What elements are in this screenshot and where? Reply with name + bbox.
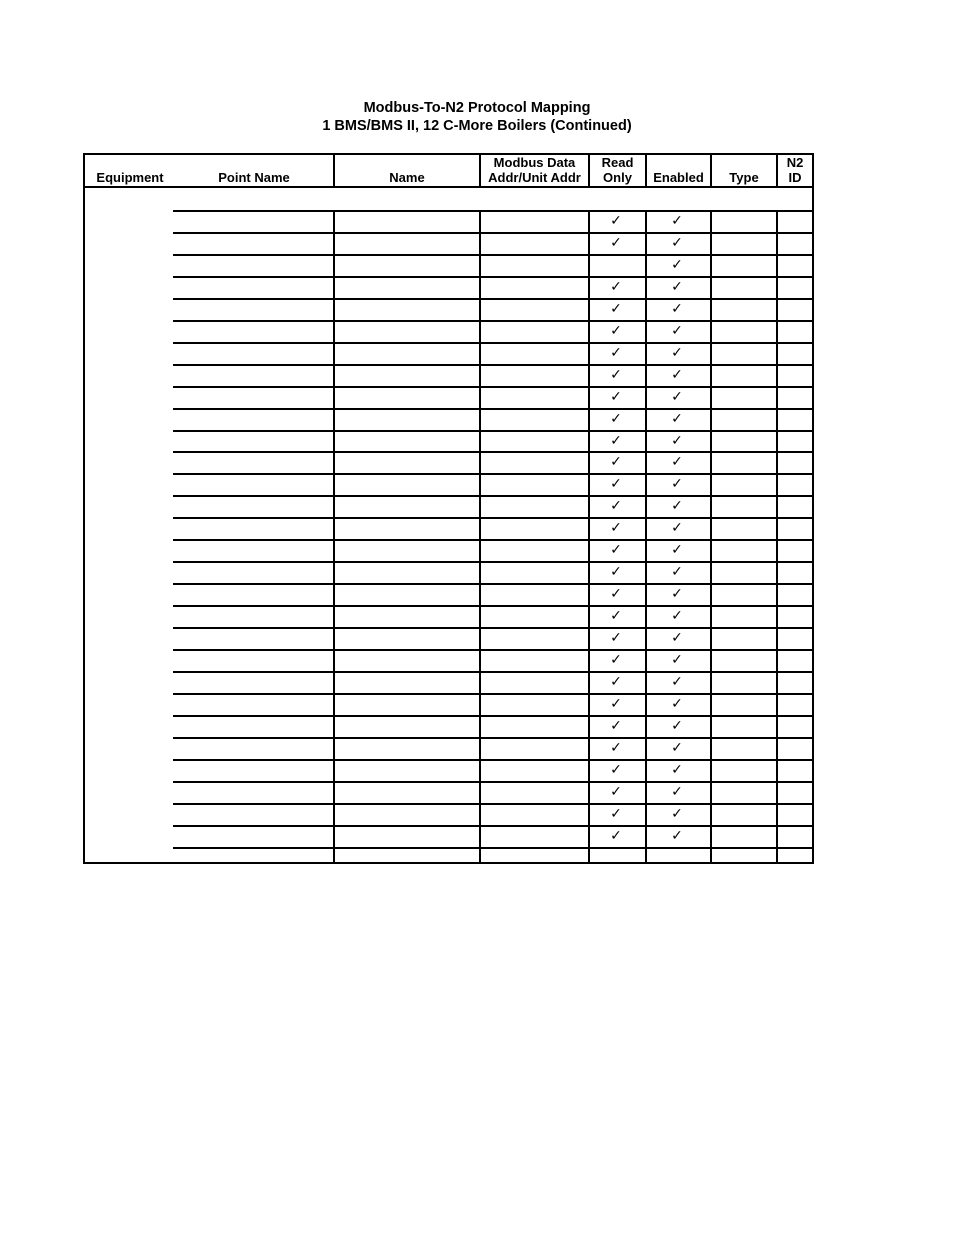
column-rule xyxy=(479,210,481,862)
header-modbus-data-addr: Modbus Data Addr/Unit Addr xyxy=(479,155,588,188)
enabled-check-icon: ✓ xyxy=(671,323,683,339)
row-rule xyxy=(173,517,812,519)
read-only-check-icon: ✓ xyxy=(610,345,622,361)
read-only-check-icon: ✓ xyxy=(610,520,622,536)
title-line-2: 1 BMS/BMS II, 12 C-More Boilers (Continued) xyxy=(322,118,632,134)
title-line-1: Modbus-To-N2 Protocol Mapping xyxy=(363,100,591,116)
read-only-check-icon: ✓ xyxy=(610,323,622,339)
row-rule xyxy=(173,408,812,410)
header-point-name: Point Name xyxy=(175,155,333,188)
read-only-check-icon: ✓ xyxy=(610,608,622,624)
row-rule xyxy=(173,671,812,673)
enabled-check-icon: ✓ xyxy=(671,542,683,558)
row-rule xyxy=(173,342,812,344)
row-rule xyxy=(173,825,812,827)
row-rule xyxy=(173,298,812,300)
enabled-check-icon: ✓ xyxy=(671,740,683,756)
row-rule xyxy=(173,561,812,563)
row-rule xyxy=(173,847,812,849)
column-rule xyxy=(776,210,778,862)
enabled-check-icon: ✓ xyxy=(671,389,683,405)
row-rule xyxy=(173,254,812,256)
row-rule xyxy=(173,495,812,497)
row-rule xyxy=(173,737,812,739)
read-only-check-icon: ✓ xyxy=(610,828,622,844)
column-rule xyxy=(645,210,647,862)
row-rule xyxy=(173,605,812,607)
column-rule xyxy=(710,210,712,862)
read-only-check-icon: ✓ xyxy=(610,762,622,778)
enabled-check-icon: ✓ xyxy=(671,520,683,536)
enabled-check-icon: ✓ xyxy=(671,674,683,690)
enabled-check-icon: ✓ xyxy=(671,367,683,383)
header-read-only: Read Only xyxy=(588,155,645,188)
row-rule xyxy=(173,386,812,388)
row-rule xyxy=(173,539,812,541)
read-only-check-icon: ✓ xyxy=(610,235,622,251)
read-only-check-icon: ✓ xyxy=(610,696,622,712)
enabled-check-icon: ✓ xyxy=(671,696,683,712)
row-rule xyxy=(173,473,812,475)
read-only-check-icon: ✓ xyxy=(610,433,622,449)
read-only-check-icon: ✓ xyxy=(610,784,622,800)
row-rule xyxy=(173,583,812,585)
read-only-check-icon: ✓ xyxy=(610,630,622,646)
header-name: Name xyxy=(333,155,479,188)
protocol-mapping-table xyxy=(83,153,814,864)
row-rule xyxy=(173,451,812,453)
column-rule xyxy=(333,210,335,862)
row-rule xyxy=(173,232,812,234)
header-type: Type xyxy=(710,155,776,188)
read-only-check-icon: ✓ xyxy=(610,367,622,383)
enabled-check-icon: ✓ xyxy=(671,806,683,822)
enabled-check-icon: ✓ xyxy=(671,630,683,646)
row-rule xyxy=(173,627,812,629)
read-only-check-icon: ✓ xyxy=(610,718,622,734)
read-only-check-icon: ✓ xyxy=(610,806,622,822)
enabled-check-icon: ✓ xyxy=(671,784,683,800)
header-enabled: Enabled xyxy=(645,155,710,188)
enabled-check-icon: ✓ xyxy=(671,213,683,229)
enabled-check-icon: ✓ xyxy=(671,586,683,602)
enabled-check-icon: ✓ xyxy=(671,608,683,624)
row-rule xyxy=(173,803,812,805)
row-rule xyxy=(173,430,812,432)
enabled-check-icon: ✓ xyxy=(671,476,683,492)
read-only-check-icon: ✓ xyxy=(610,213,622,229)
row-rule xyxy=(173,320,812,322)
row-rule xyxy=(173,276,812,278)
row-rule xyxy=(173,759,812,761)
enabled-check-icon: ✓ xyxy=(671,828,683,844)
enabled-check-icon: ✓ xyxy=(671,279,683,295)
row-rule xyxy=(173,781,812,783)
enabled-check-icon: ✓ xyxy=(671,762,683,778)
enabled-check-icon: ✓ xyxy=(671,345,683,361)
enabled-check-icon: ✓ xyxy=(671,652,683,668)
row-rule xyxy=(173,364,812,366)
enabled-check-icon: ✓ xyxy=(671,235,683,251)
read-only-check-icon: ✓ xyxy=(610,411,622,427)
read-only-check-icon: ✓ xyxy=(610,301,622,317)
enabled-check-icon: ✓ xyxy=(671,718,683,734)
header-equipment: Equipment xyxy=(85,155,175,188)
enabled-check-icon: ✓ xyxy=(671,564,683,580)
table-grid xyxy=(85,155,816,866)
read-only-check-icon: ✓ xyxy=(610,476,622,492)
enabled-check-icon: ✓ xyxy=(671,498,683,514)
read-only-check-icon: ✓ xyxy=(610,279,622,295)
enabled-check-icon: ✓ xyxy=(671,454,683,470)
row-rule xyxy=(173,649,812,651)
document-title xyxy=(0,99,954,135)
row-rule xyxy=(173,715,812,717)
read-only-check-icon: ✓ xyxy=(610,542,622,558)
enabled-check-icon: ✓ xyxy=(671,301,683,317)
read-only-check-icon: ✓ xyxy=(610,652,622,668)
column-rule xyxy=(588,210,590,862)
read-only-check-icon: ✓ xyxy=(610,454,622,470)
enabled-check-icon: ✓ xyxy=(671,257,683,273)
row-rule xyxy=(173,693,812,695)
row-rule xyxy=(173,210,812,212)
read-only-check-icon: ✓ xyxy=(610,564,622,580)
read-only-check-icon: ✓ xyxy=(610,389,622,405)
enabled-check-icon: ✓ xyxy=(671,433,683,449)
read-only-check-icon: ✓ xyxy=(610,674,622,690)
enabled-check-icon: ✓ xyxy=(671,411,683,427)
read-only-check-icon: ✓ xyxy=(610,586,622,602)
header-n2-id: N2 ID xyxy=(776,155,812,188)
read-only-check-icon: ✓ xyxy=(610,498,622,514)
read-only-check-icon: ✓ xyxy=(610,740,622,756)
